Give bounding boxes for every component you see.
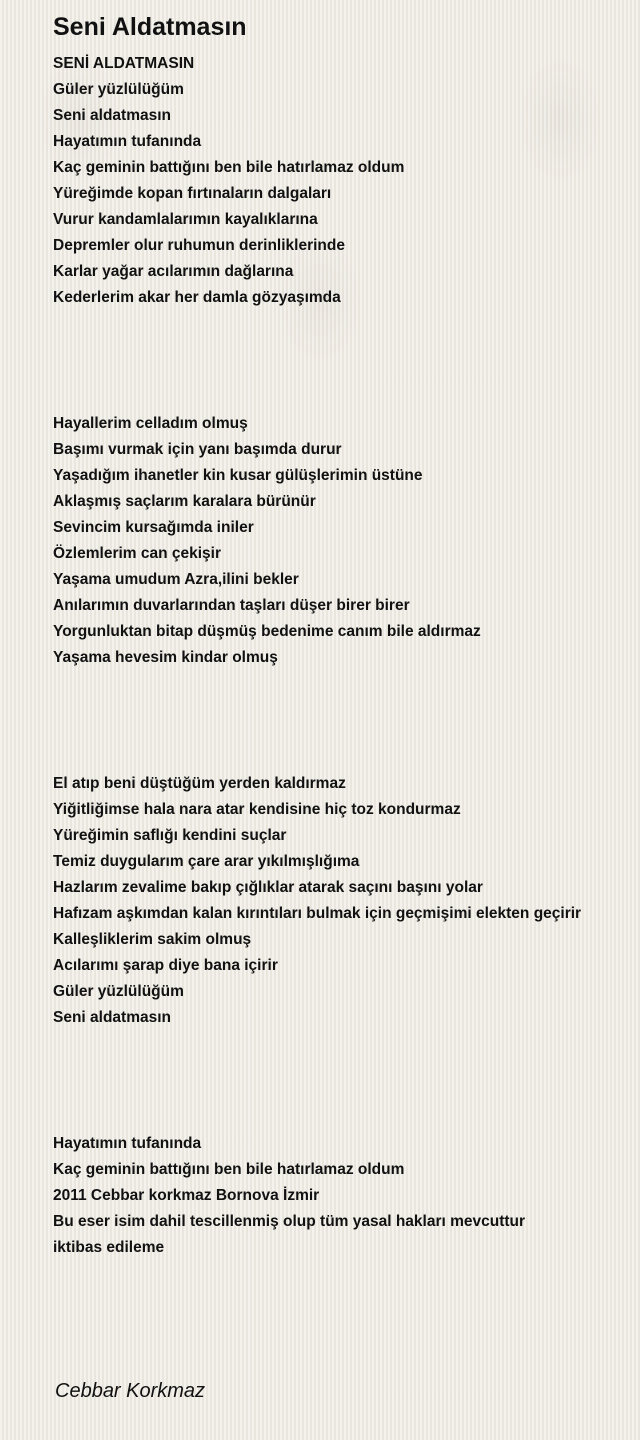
poem-line: Hayallerim celladım olmuş xyxy=(53,415,248,432)
poem-line: Özlemlerim can çekişir xyxy=(53,545,222,562)
poem-line: Yaşama hevesim kindar olmuş xyxy=(53,649,278,666)
poem-line: Temiz duygularım çare arar yıkılmışlığıma xyxy=(53,853,360,870)
poem-line: Yüreğimin saflığı kendini suçlar xyxy=(53,827,287,844)
poem-line: Kalleşliklerim sakim olmuş xyxy=(53,931,252,948)
poem-line: Yorgunluktan bitap düşmüş bedenime canım bile aldırmaz xyxy=(53,623,481,640)
poem-line: Sevincim kursağımda iniler xyxy=(53,519,254,536)
poem-line: Acılarımı şarap diye bana içirir xyxy=(53,957,278,974)
poem-line: Hazlarım zevalime bakıp çığlıklar atarak saçını başını yolar xyxy=(53,879,483,896)
poem-title: Seni Aldatmasın xyxy=(53,13,247,41)
poem-line: Aklaşmış saçlarım karalara bürünür xyxy=(53,493,316,510)
poem-line: Seni aldatmasın xyxy=(53,1009,172,1026)
poem-body xyxy=(53,51,633,1261)
poem-line: El atıp beni düştüğüm yerden kaldırmaz xyxy=(53,775,346,792)
poem-line: Kaç geminin battığını ben bile hatırlamaz oldum xyxy=(53,1161,405,1178)
poem-line: SENİ ALDATMASIN xyxy=(53,55,195,72)
poem-line: Anılarımın duvarlarından taşları düşer birer birer xyxy=(53,597,410,614)
poem-author: Cebbar Korkmaz xyxy=(55,1380,206,1402)
poem-line: Yüreğimde kopan fırtınaların dalgaları xyxy=(53,185,332,202)
poem-line: Güler yüzlülüğüm xyxy=(53,983,184,1000)
poem-line: Hayatımın tufanında xyxy=(53,133,202,150)
poem-line: Hayatımın tufanında xyxy=(53,1135,202,1152)
poem-line: Seni aldatmasın xyxy=(53,107,172,124)
stanza-2 xyxy=(53,411,633,671)
poem-line: Bu eser isim dahil tescillenmiş olup tüm yasal hakları mevcuttur xyxy=(53,1213,526,1230)
poem-line: Yiğitliğimse hala nara atar kendisine hiç toz kondurmaz xyxy=(53,801,461,818)
poem-line: Vurur kandamlalarımın kayalıklarına xyxy=(53,211,318,228)
poem-line: Karlar yağar acılarımın dağlarına xyxy=(53,263,294,280)
stanza-1 xyxy=(53,51,633,311)
poem-line: Depremler olur ruhumun derinliklerinde xyxy=(53,237,345,254)
poem-line: Kaç geminin battığını ben bile hatırlamaz oldum xyxy=(53,159,405,176)
stanza-3 xyxy=(53,771,633,1031)
poem-line: iktibas edileme xyxy=(53,1239,165,1256)
stanza-4 xyxy=(53,1131,633,1261)
poem-line: Başımı vurmak için yanı başımda durur xyxy=(53,441,342,458)
poem-line: Hafızam aşkımdan kalan kırıntıları bulmak için geçmişimi elekten geçirir xyxy=(53,905,582,922)
poem-line: Yaşama umudum Azra,ilini bekler xyxy=(53,571,299,588)
poem-line: Güler yüzlülüğüm xyxy=(53,81,184,98)
poem-line: Kederlerim akar her damla gözyaşımda xyxy=(53,289,341,306)
poem-line: Yaşadığım ihanetler kin kusar gülüşlerimin üstüne xyxy=(53,467,423,484)
poem-line: 2011 Cebbar korkmaz Bornova İzmir xyxy=(53,1187,320,1204)
